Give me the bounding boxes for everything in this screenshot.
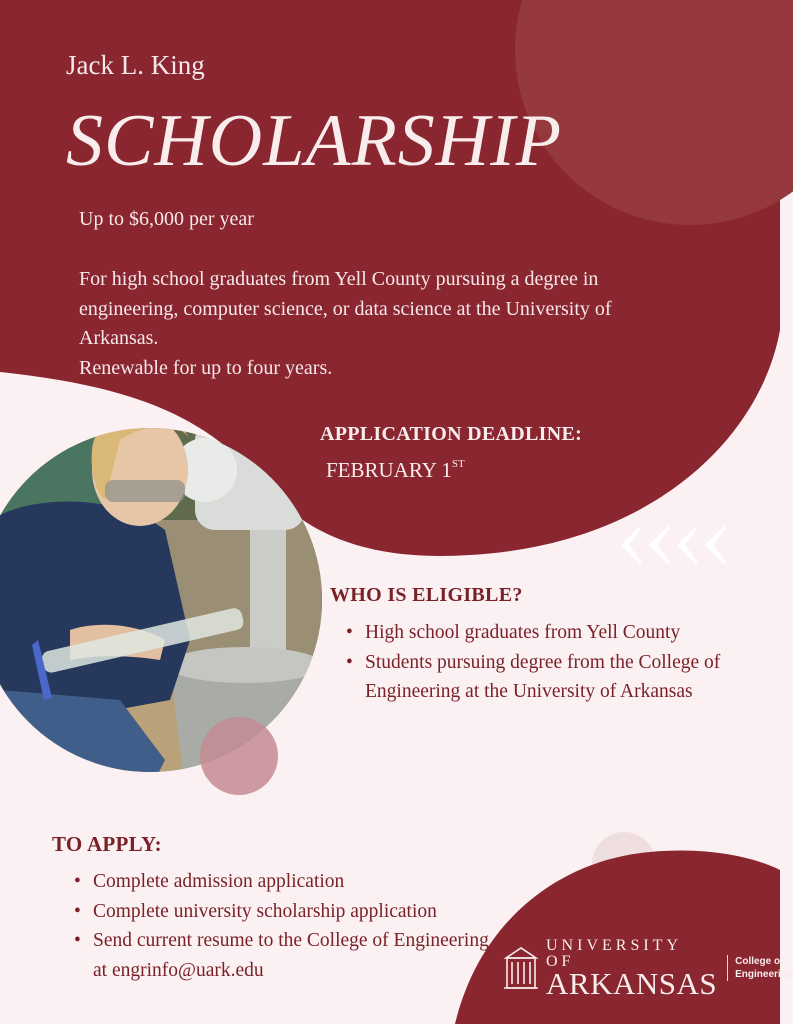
scholarship-description	[79, 265, 719, 383]
bullet-icon: •	[346, 622, 353, 643]
apply-step: Complete admission application	[93, 871, 345, 892]
description-line: Renewable for up to four years.	[79, 356, 333, 379]
university-seal-icon	[502, 944, 540, 992]
eligibility-item: Students pursuing degree from the College of Engineering at the University of Arkansas	[365, 651, 721, 702]
college-label	[727, 955, 793, 981]
apply-steps-list	[71, 867, 491, 985]
list-item	[71, 926, 491, 985]
deadline-date-text: FEBRUARY 1	[326, 458, 452, 482]
accent-circle	[200, 717, 278, 795]
logo-line-2: ARKANSAS	[546, 966, 718, 1001]
logo-wordmark	[546, 937, 718, 1001]
eligibility-list	[343, 618, 748, 707]
university-logo	[502, 937, 793, 1001]
deadline-date	[326, 458, 465, 483]
apply-step: Send current resume to the College of Engineering at engrinfo@uark.edu	[93, 930, 489, 981]
list-item	[343, 648, 748, 707]
chevrons-left-icon	[619, 525, 735, 565]
list-item	[343, 618, 748, 648]
bullet-icon: •	[74, 900, 81, 922]
list-item	[71, 867, 491, 897]
bullet-icon: •	[74, 871, 81, 892]
description-line: Arkansas.	[79, 327, 159, 349]
eligibility-item: High school graduates from Yell County	[365, 622, 681, 643]
bullet-icon: •	[346, 651, 353, 673]
award-amount: Up to $6,000 per year	[79, 208, 254, 230]
description-line: For high school graduates from Yell County pursuing a degree in	[79, 268, 599, 290]
page-title: SCHOLARSHIP	[66, 100, 563, 182]
college-label-line-1: College of	[735, 956, 784, 967]
bullet-icon: •	[74, 930, 81, 951]
college-label-line-2: Engineering	[735, 969, 793, 980]
deadline-heading: APPLICATION DEADLINE:	[320, 423, 583, 445]
apply-heading: TO APPLY:	[52, 832, 162, 856]
donor-name: Jack L. King	[66, 50, 205, 80]
apply-step: Complete university scholarship application	[93, 900, 437, 922]
list-item	[71, 897, 491, 927]
deadline-date-suffix: ST	[451, 458, 465, 470]
description-line: engineering, computer science, or data science at the University of	[79, 297, 612, 320]
eligibility-heading: WHO IS ELIGIBLE?	[330, 584, 523, 606]
logo-line-1: UNIVERSITY OF	[546, 937, 682, 970]
